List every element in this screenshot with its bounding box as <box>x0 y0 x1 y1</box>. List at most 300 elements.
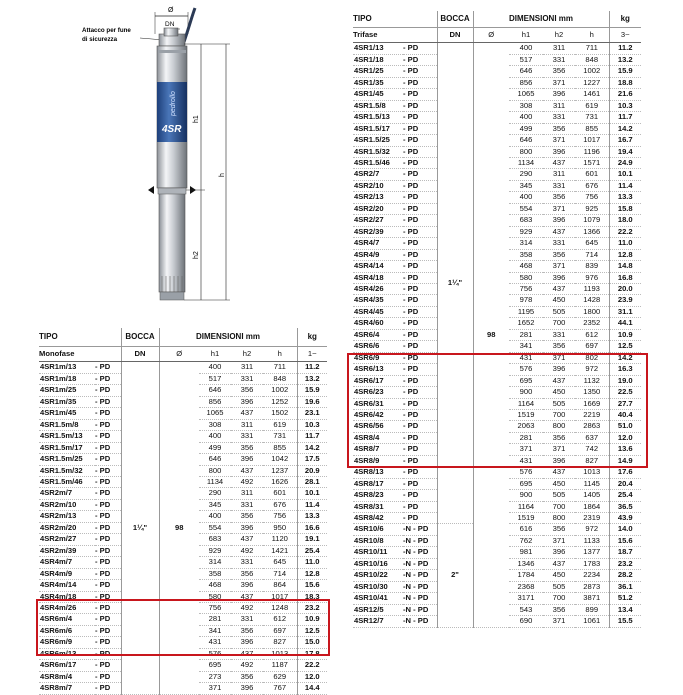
h1-cell: 856 <box>509 77 543 88</box>
weight-cell: 15.0 <box>297 637 327 648</box>
pump-diagram <box>80 4 250 324</box>
h2-cell: 505 <box>543 490 575 501</box>
weight-cell: 36.1 <box>609 581 641 592</box>
model-cell: 4SR6/42 <box>353 409 403 420</box>
variant-cell: - PD <box>403 306 437 317</box>
variant-cell: - PD <box>403 215 437 226</box>
weight-cell: 21.6 <box>609 89 641 100</box>
model-cell: 4SR8/9 <box>353 455 403 466</box>
tipo-header: TIPO <box>353 11 437 28</box>
model-cell: 4SR10/30 <box>353 581 403 592</box>
model-cell: 4SR8/17 <box>353 478 403 489</box>
variant-cell: - PD <box>403 135 437 146</box>
h-header: h <box>575 28 609 43</box>
variant-cell: - PD <box>403 398 437 409</box>
variant-cell: - PD <box>403 146 437 157</box>
h2-cell: 356 <box>543 66 575 77</box>
variant-cell: - PD <box>95 580 121 591</box>
h2-cell: 396 <box>231 522 263 533</box>
weight-cell: 16.8 <box>609 272 641 283</box>
h-cell: 1187 <box>263 660 297 671</box>
h2-cell: 492 <box>231 602 263 613</box>
h2-cell: 437 <box>231 648 263 659</box>
h-cell: 1061 <box>575 616 609 627</box>
h-cell: 848 <box>575 54 609 65</box>
variant-cell: - PD <box>95 385 121 396</box>
h-cell: 731 <box>575 112 609 123</box>
h1-cell: 856 <box>199 396 231 407</box>
h1-cell: 1784 <box>509 570 543 581</box>
model-cell: 4SR2m/20 <box>39 522 95 533</box>
variant-cell: - PD <box>403 123 437 134</box>
h1-cell: 646 <box>199 385 231 396</box>
model-cell: 4SR2/7 <box>353 169 403 180</box>
variant-cell: - PD <box>95 637 121 648</box>
weight-cell: 14.9 <box>609 455 641 466</box>
variant-cell: - PD <box>95 476 121 487</box>
h2-cell: 450 <box>543 570 575 581</box>
variant-cell: - PD <box>95 454 121 465</box>
h2-cell: 371 <box>543 352 575 363</box>
weight-cell: 18.8 <box>609 77 641 88</box>
variant-cell: - PD <box>95 362 121 373</box>
model-cell: 4SR1.5m/32 <box>39 465 95 476</box>
h1-header: h1 <box>509 28 543 43</box>
h-cell: 1461 <box>575 89 609 100</box>
h1-cell: 468 <box>199 580 231 591</box>
variant-cell: - PD <box>403 283 437 294</box>
h-cell: 1002 <box>263 385 297 396</box>
variant-cell: - PD <box>95 431 121 442</box>
h2-cell: 356 <box>543 341 575 352</box>
h2-cell: 371 <box>543 135 575 146</box>
weight-cell: 11.7 <box>297 431 327 442</box>
h-cell: 676 <box>575 180 609 191</box>
weight-cell: 44.1 <box>609 318 641 329</box>
weight-cell: 11.4 <box>609 180 641 191</box>
dn-header: DN <box>121 347 159 362</box>
h1-header: h1 <box>199 347 231 362</box>
weight-cell: 12.0 <box>609 432 641 443</box>
h2-cell: 437 <box>543 283 575 294</box>
h2-cell: 437 <box>231 534 263 545</box>
h1-cell: 281 <box>509 329 543 340</box>
weight-cell: 24.9 <box>609 157 641 168</box>
h1-cell: 981 <box>509 547 543 558</box>
h2-cell: 311 <box>543 169 575 180</box>
model-cell: 4SR8/42 <box>353 513 403 524</box>
h2-cell: 331 <box>231 499 263 510</box>
h2-cell: 356 <box>543 249 575 260</box>
variant-cell: - PD <box>403 261 437 272</box>
h2-cell: 371 <box>543 203 575 214</box>
weight-cell: 12.8 <box>297 568 327 579</box>
rope-label-1: Attacco per fune <box>82 27 131 34</box>
h2-cell: 331 <box>231 373 263 384</box>
h1-cell: 308 <box>509 100 543 111</box>
h-cell: 697 <box>575 341 609 352</box>
model-cell: 4SR10/16 <box>353 558 403 569</box>
h1-cell: 314 <box>509 238 543 249</box>
h-cell: 1237 <box>263 465 297 476</box>
variant-cell: - PD <box>95 488 121 499</box>
h-cell: 1017 <box>575 135 609 146</box>
kg-unit-header: 1~ <box>297 347 327 362</box>
h-cell: 1800 <box>575 306 609 317</box>
h-cell: 711 <box>263 362 297 373</box>
variant-cell: - PD <box>403 375 437 386</box>
h2-cell: 356 <box>231 568 263 579</box>
h1-cell: 800 <box>509 146 543 157</box>
h1-cell: 1519 <box>509 409 543 420</box>
h2-cell: 356 <box>231 385 263 396</box>
weight-cell: 15.5 <box>609 616 641 627</box>
h-cell: 1002 <box>575 66 609 77</box>
model-cell: 4SR10/41 <box>353 593 403 604</box>
weight-cell: 12.8 <box>609 249 641 260</box>
variant-cell: - PD <box>403 455 437 466</box>
h1-cell: 646 <box>199 454 231 465</box>
h-cell: 601 <box>263 488 297 499</box>
variant-cell: - PD <box>403 272 437 283</box>
weight-cell: 10.3 <box>297 419 327 430</box>
model-cell: 4SR1m/13 <box>39 362 95 373</box>
h2-cell: 437 <box>231 408 263 419</box>
variant-cell: - PD <box>403 249 437 260</box>
weight-cell: 15.9 <box>297 385 327 396</box>
weight-cell: 16.3 <box>609 364 641 375</box>
model-cell: 4SR4/14 <box>353 261 403 272</box>
model-cell: 4SR2/20 <box>353 203 403 214</box>
weight-cell: 11.2 <box>297 362 327 373</box>
model-cell: 4SR1/45 <box>353 89 403 100</box>
model-cell: 4SR6/31 <box>353 398 403 409</box>
weight-cell: 25.4 <box>609 490 641 501</box>
variant-cell: - PD <box>403 77 437 88</box>
h-cell: 1196 <box>575 146 609 157</box>
h2-cell: 371 <box>543 616 575 627</box>
h2-cell: 331 <box>543 180 575 191</box>
h-cell: 2319 <box>575 513 609 524</box>
h-cell: 1571 <box>575 157 609 168</box>
h1-cell: 2368 <box>509 581 543 592</box>
dn-cell: 2" <box>437 524 473 627</box>
variant-cell: - PD <box>95 660 121 671</box>
variant-cell: - PD <box>95 648 121 659</box>
od-header: Ø <box>159 347 199 362</box>
h1-cell: 576 <box>509 364 543 375</box>
model-cell: 4SR1.5m/25 <box>39 454 95 465</box>
h2-cell: 311 <box>543 100 575 111</box>
weight-cell: 23.2 <box>609 558 641 569</box>
model-cell: 4SR6/4 <box>353 329 403 340</box>
h1-cell: 2063 <box>509 421 543 432</box>
h2-cell: 396 <box>231 396 263 407</box>
model-cell: 4SR1.5/25 <box>353 135 403 146</box>
weight-cell: 22.5 <box>609 387 641 398</box>
weight-cell: 40.4 <box>609 409 641 420</box>
h-cell: 1366 <box>575 226 609 237</box>
h1-cell: 290 <box>199 488 231 499</box>
h-cell: 612 <box>263 614 297 625</box>
variant-cell: - PD <box>95 591 121 602</box>
h1-cell: 1195 <box>509 306 543 317</box>
trifase-table <box>353 11 641 628</box>
h-cell: 645 <box>263 557 297 568</box>
h-cell: 1017 <box>263 591 297 602</box>
h-cell: 899 <box>575 604 609 615</box>
h2-cell: 311 <box>543 43 575 54</box>
h-cell: 1248 <box>263 602 297 613</box>
h1-cell: 290 <box>509 169 543 180</box>
weight-cell: 20.4 <box>609 478 641 489</box>
model-cell: 4SR4/35 <box>353 295 403 306</box>
variant-cell: - PD <box>403 432 437 443</box>
model-cell: 4SR4m/18 <box>39 591 95 602</box>
weight-cell: 13.2 <box>609 54 641 65</box>
variant-cell: -N - PD <box>403 616 437 627</box>
h1-cell: 695 <box>509 478 543 489</box>
variant-cell: -N - PD <box>403 593 437 604</box>
diameter-label: Ø <box>168 7 174 14</box>
weight-cell: 13.3 <box>297 511 327 522</box>
h1-cell: 616 <box>509 524 543 535</box>
h2-cell: 450 <box>543 295 575 306</box>
model-cell: 4SR12/7 <box>353 616 403 627</box>
h1-cell: 683 <box>199 534 231 545</box>
weight-cell: 15.9 <box>609 66 641 77</box>
weight-cell: 17.6 <box>609 467 641 478</box>
h2-cell: 356 <box>543 524 575 535</box>
h2-cell: 396 <box>231 454 263 465</box>
h2-header: h2 <box>543 28 575 43</box>
weight-cell: 13.3 <box>609 192 641 203</box>
h1-cell: 1652 <box>509 318 543 329</box>
h1-cell: 554 <box>199 522 231 533</box>
h-cell: 1405 <box>575 490 609 501</box>
model-cell: 4SR2m/10 <box>39 499 95 510</box>
h-cell: 855 <box>263 442 297 453</box>
h-cell: 714 <box>263 568 297 579</box>
variant-cell: - PD <box>403 513 437 524</box>
weight-cell: 11.0 <box>609 238 641 249</box>
od-header: Ø <box>473 28 509 43</box>
weight-cell: 14.2 <box>297 442 327 453</box>
h1-cell: 345 <box>199 499 231 510</box>
h1-label: h1 <box>193 115 200 123</box>
model-cell: 4SR8/13 <box>353 467 403 478</box>
h-cell: 1145 <box>575 478 609 489</box>
model-cell: 4SR8m/7 <box>39 683 95 694</box>
h1-cell: 273 <box>199 671 231 682</box>
h1-cell: 431 <box>509 352 543 363</box>
h2-cell: 356 <box>543 432 575 443</box>
dn-header: DN <box>437 28 473 43</box>
h-cell: 972 <box>575 524 609 535</box>
h1-cell: 308 <box>199 419 231 430</box>
h1-cell: 517 <box>509 54 543 65</box>
model-cell: 4SR8/23 <box>353 490 403 501</box>
variant-cell: -N - PD <box>403 581 437 592</box>
variant-cell: - PD <box>403 318 437 329</box>
rope-label-2: di sicurezza <box>82 36 118 43</box>
h1-cell: 3171 <box>509 593 543 604</box>
h-cell: 1626 <box>263 476 297 487</box>
h-cell: 1042 <box>263 454 297 465</box>
h2-cell: 505 <box>543 398 575 409</box>
variant-cell: -N - PD <box>403 535 437 546</box>
weight-cell: 10.9 <box>609 329 641 340</box>
model-cell: 4SR1/35 <box>353 77 403 88</box>
weight-cell: 10.9 <box>297 614 327 625</box>
variant-cell: - PD <box>95 408 121 419</box>
weight-cell: 31.1 <box>609 306 641 317</box>
kg-header: kg <box>297 328 327 347</box>
h2-cell: 505 <box>543 306 575 317</box>
variant-cell: - PD <box>403 295 437 306</box>
model-cell: 4SR2m/13 <box>39 511 95 522</box>
weight-cell: 14.0 <box>609 524 641 535</box>
model-cell: 4SR8m/4 <box>39 671 95 682</box>
variant-cell: - PD <box>95 419 121 430</box>
h1-cell: 576 <box>509 467 543 478</box>
model-cell: 4SR4m/26 <box>39 602 95 613</box>
variant-cell: - PD <box>95 614 121 625</box>
weight-cell: 13.4 <box>609 604 641 615</box>
variant-cell: -N - PD <box>403 558 437 569</box>
variant-cell: - PD <box>95 442 121 453</box>
weight-cell: 27.7 <box>609 398 641 409</box>
h-cell: 731 <box>263 431 297 442</box>
model-cell: 4SR6/23 <box>353 387 403 398</box>
h-cell: 767 <box>263 683 297 694</box>
h2-cell: 700 <box>543 318 575 329</box>
h2-label: h2 <box>193 251 200 259</box>
weight-cell: 11.7 <box>609 112 641 123</box>
model-cell: 4SR4m/7 <box>39 557 95 568</box>
h2-cell: 356 <box>231 625 263 636</box>
monofase-table <box>39 328 327 695</box>
h1-cell: 371 <box>509 444 543 455</box>
variant-cell: - PD <box>95 683 121 694</box>
variant-cell: - PD <box>403 54 437 65</box>
model-cell: 4SR1m/25 <box>39 385 95 396</box>
model-cell: 4SR6/56 <box>353 421 403 432</box>
model-cell: 4SR8/7 <box>353 444 403 455</box>
variant-cell: -N - PD <box>403 524 437 535</box>
h-cell: 711 <box>575 43 609 54</box>
variant-cell: -N - PD <box>403 570 437 581</box>
weight-cell: 13.2 <box>297 373 327 384</box>
model-cell: 4SR4/7 <box>353 238 403 249</box>
model-cell: 4SR2/39 <box>353 226 403 237</box>
h2-cell: 700 <box>543 409 575 420</box>
h2-cell: 492 <box>231 545 263 556</box>
h1-cell: 683 <box>509 215 543 226</box>
h-cell: 1132 <box>575 375 609 386</box>
bocca-header: BOCCA <box>437 11 473 28</box>
variant-cell: - PD <box>95 568 121 579</box>
weight-cell: 10.1 <box>609 169 641 180</box>
weight-cell: 16.7 <box>609 135 641 146</box>
h2-cell: 437 <box>231 591 263 602</box>
h-cell: 1864 <box>575 501 609 512</box>
h1-cell: 695 <box>199 660 231 671</box>
h1-cell: 762 <box>509 535 543 546</box>
h1-cell: 576 <box>199 648 231 659</box>
model-cell: 4SR1.5/32 <box>353 146 403 157</box>
variant-cell: - PD <box>95 522 121 533</box>
variant-cell: - PD <box>403 352 437 363</box>
variant-cell: - PD <box>95 602 121 613</box>
model-cell: 4SR6m/9 <box>39 637 95 648</box>
h1-cell: 517 <box>199 373 231 384</box>
weight-cell: 28.1 <box>297 476 327 487</box>
h1-cell: 314 <box>199 557 231 568</box>
weight-cell: 13.6 <box>609 444 641 455</box>
weight-cell: 12.0 <box>297 671 327 682</box>
h-cell: 2873 <box>575 581 609 592</box>
weight-cell: 14.2 <box>609 123 641 134</box>
weight-cell: 14.2 <box>609 352 641 363</box>
h2-cell: 311 <box>231 362 263 373</box>
weight-cell: 20.0 <box>609 283 641 294</box>
weight-cell: 23.9 <box>609 295 641 306</box>
h-cell: 629 <box>263 671 297 682</box>
variant-cell: - PD <box>403 238 437 249</box>
variant-cell: - PD <box>95 396 121 407</box>
model-cell: 4SR1/18 <box>353 54 403 65</box>
model-cell: 4SR1.5m/46 <box>39 476 95 487</box>
h-cell: 619 <box>263 419 297 430</box>
variant-cell: - PD <box>403 387 437 398</box>
variant-cell: - PD <box>403 467 437 478</box>
h-cell: 756 <box>575 192 609 203</box>
kg-unit-header: 3~ <box>609 28 641 43</box>
variant-cell: - PD <box>95 671 121 682</box>
h1-cell: 341 <box>509 341 543 352</box>
h1-cell: 978 <box>509 295 543 306</box>
h2-cell: 700 <box>543 501 575 512</box>
model-cell: 4SR1m/35 <box>39 396 95 407</box>
model-cell: 4SR2/13 <box>353 192 403 203</box>
h-cell: 619 <box>575 100 609 111</box>
variant-cell: - PD <box>403 478 437 489</box>
h1-cell: 499 <box>509 123 543 134</box>
model-cell: 4SR2m/7 <box>39 488 95 499</box>
variant-cell: - PD <box>403 329 437 340</box>
h-cell: 1421 <box>263 545 297 556</box>
h-cell: 1252 <box>263 396 297 407</box>
model-cell: 4SR4/26 <box>353 283 403 294</box>
h2-cell: 356 <box>543 192 575 203</box>
variant-cell: - PD <box>403 364 437 375</box>
h-cell: 601 <box>575 169 609 180</box>
weight-cell: 22.2 <box>297 660 327 671</box>
variant-cell: -N - PD <box>403 547 437 558</box>
variant-cell: - PD <box>403 501 437 512</box>
weight-cell: 15.6 <box>609 535 641 546</box>
model-cell: 4SR1m/18 <box>39 373 95 384</box>
h2-cell: 396 <box>543 272 575 283</box>
h2-cell: 437 <box>543 558 575 569</box>
h2-cell: 700 <box>543 593 575 604</box>
weight-cell: 19.6 <box>297 396 327 407</box>
model-cell: 4SR4/60 <box>353 318 403 329</box>
h1-cell: 580 <box>509 272 543 283</box>
model-cell: 4SR2/10 <box>353 180 403 191</box>
variant-cell: - PD <box>403 169 437 180</box>
